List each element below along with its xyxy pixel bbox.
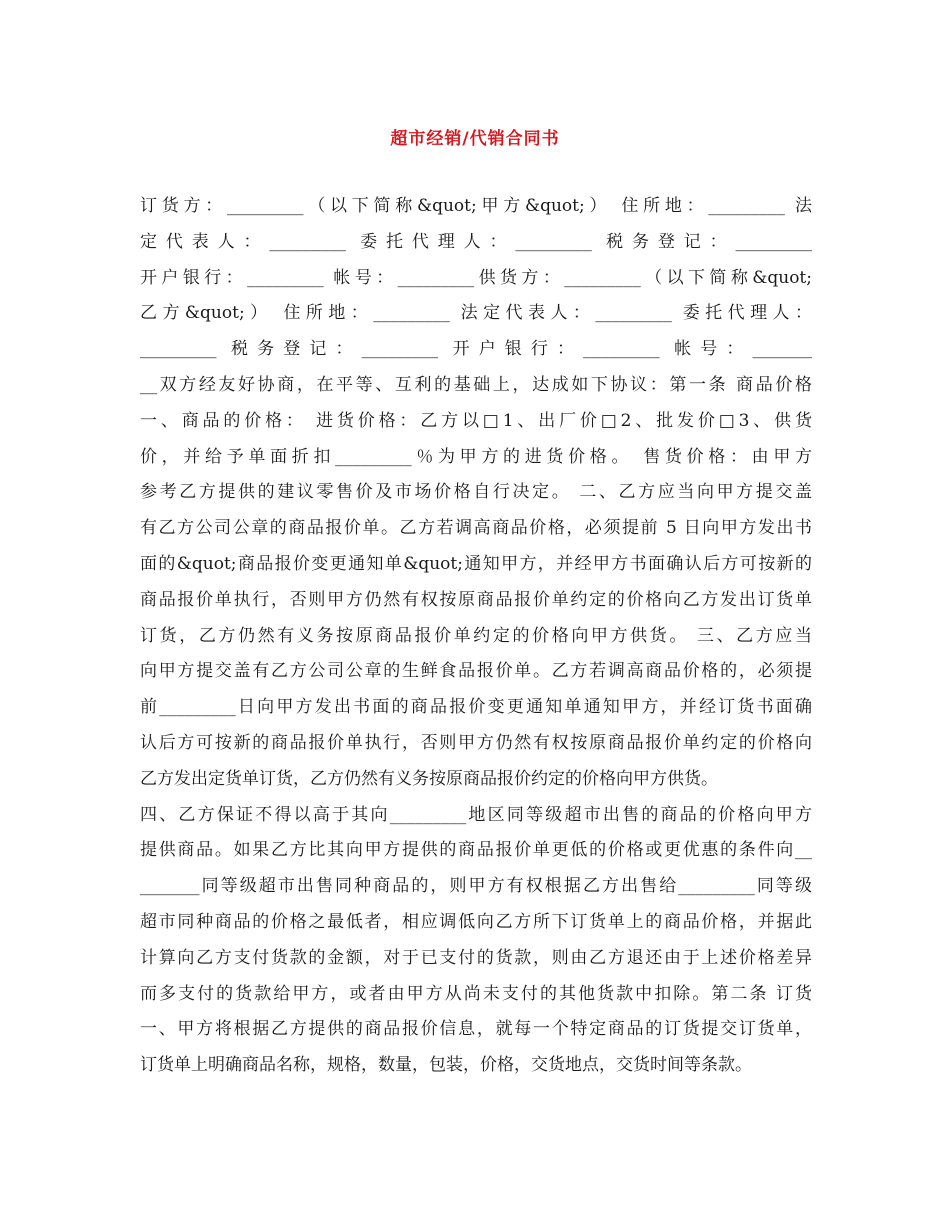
- text-line: 提供商品。如果乙方比其向甲方提供的商品报价单更低的价格或更优惠的条件向__: [140, 840, 812, 861]
- text-line: 一、商品的价格： 进货价格：乙方以□1、出厂价□2、批发价□3、供货: [140, 410, 812, 431]
- text-line: 价，并给予单面折扣_________％为甲方的进货价格。 售货价格：由甲方: [140, 446, 812, 467]
- text-line: 向甲方提交盖有乙方公司公章的生鲜食品报价单。乙方若调高商品价格的，必须提: [140, 661, 812, 682]
- document-title: 超市经销/代销合同书: [390, 129, 560, 149]
- text-line: 而多支付的货款给甲方，或者由甲方从尚未支付的其他货款中扣除。第二条 订货: [140, 983, 812, 1004]
- document-body: [140, 192, 812, 1087]
- text-line: 认后方可按新的商品报价单执行，否则甲方仍然有权按原商品报价单约定的价格向: [140, 732, 812, 753]
- text-line: 乙方发出定货单订货，乙方仍然有义务按原商品报价约定的价格向甲方供货。: [140, 768, 718, 789]
- text-line: 面的&quot;商品报价变更通知单&quot;通知甲方，并经甲方书面确认后方可按新的: [140, 553, 812, 574]
- text-line: _________ 税务登记：_________ 开户银行：_________ 帐号：_______: [140, 339, 812, 360]
- text-line: _______同等级超市出售同种商品的，则甲方有权根据乙方出售给_________同等级: [140, 876, 812, 897]
- text-line: 有乙方公司公章的商品报价单。乙方若调高商品价格，必须提前 5 日向甲方发出书: [140, 518, 812, 539]
- text-line: 定代表人：_________ 委托代理人：_________ 税务登记：_________: [140, 231, 812, 252]
- text-line: 订货，乙方仍然有义务按原商品报价单约定的价格向甲方供货。 三、乙方应当: [140, 625, 812, 646]
- text-line: 四、乙方保证不得以高于其向_________地区同等级超市出售的商品的价格向甲方: [140, 804, 812, 825]
- text-line: 一、甲方将根据乙方提供的商品报价信息，就每一个特定商品的订货提交订货单，: [140, 1019, 812, 1040]
- text-line: 订货方：_________（以下简称&quot;甲方&quot;） 住所地：_________ 法: [140, 196, 812, 216]
- text-line: 参考乙方提供的建议零售价及市场价格自行决定。 二、乙方应当向甲方提交盖: [140, 482, 812, 503]
- text-line: 开户银行：_________ 帐号：_________供货方：_________（以下简称&quot;: [140, 267, 812, 288]
- text-line: 商品报价单执行，否则甲方仍然有权按原商品报价单约定的价格向乙方发出订货单: [140, 589, 812, 610]
- text-line: __双方经友好协商，在平等、互利的基础上，达成如下协议：第一条 商品价格: [140, 374, 812, 395]
- text-line: 订货单上明确商品名称，规格，数量，包装，价格，交货地点，交货时间等条款。: [140, 1055, 752, 1076]
- text-line: 计算向乙方支付货款的金额，对于已支付的货款，则由乙方退还由于上述价格差异: [140, 947, 812, 968]
- text-line: 前_________日向甲方发出书面的商品报价变更通知单通知甲方，并经订货书面确: [140, 697, 812, 718]
- text-line: 超市同种商品的价格之最低者，相应调低向乙方所下订货单上的商品价格，并据此: [140, 911, 812, 932]
- text-line: 乙方&quot;） 住所地：_________ 法定代表人：_________ 委托代理人：: [140, 303, 812, 324]
